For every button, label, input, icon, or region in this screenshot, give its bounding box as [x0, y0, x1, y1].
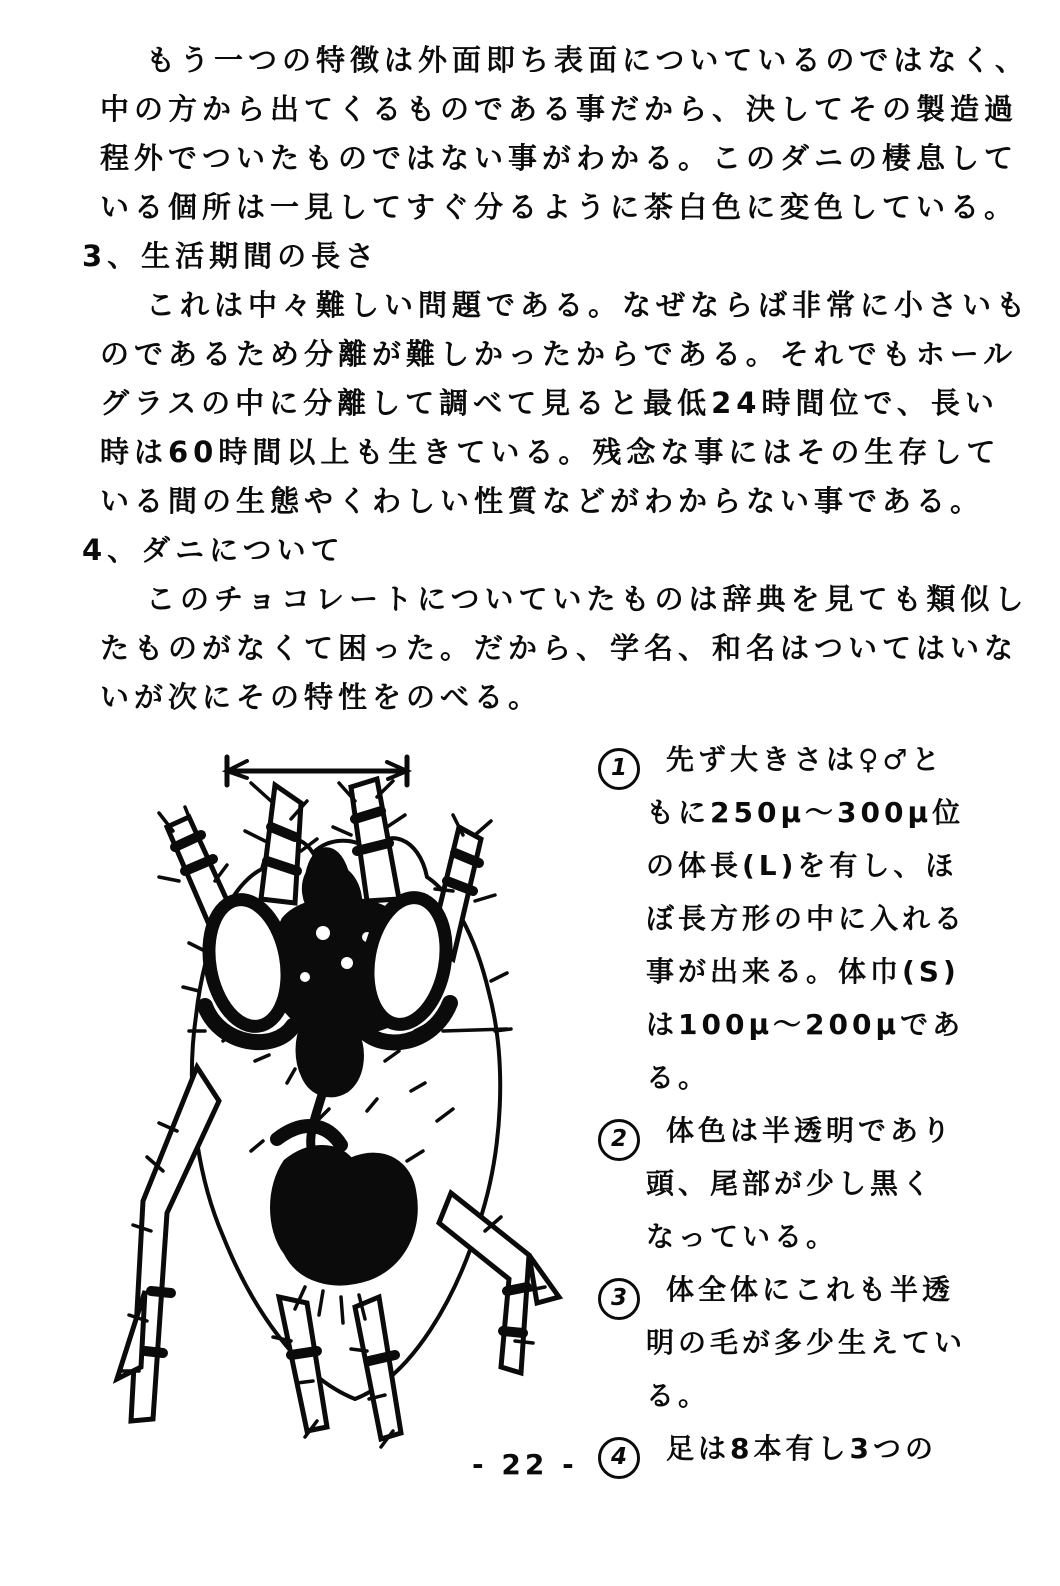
observation-item — [598, 733, 1050, 1104]
text-line: 中の方から出てくるものである事だから、決してその製造過 — [100, 92, 1019, 126]
observation-text: 事が出来る。体巾(S) — [646, 955, 960, 988]
observation-text: 先ず大きさは♀♂と — [666, 743, 944, 776]
observation-text: 体全体にこれも半透 — [666, 1273, 955, 1306]
text-line: 時は60時間以上も生きている。残念な事にはその生存して — [100, 435, 1001, 469]
section-4-heading: 4、ダニについて — [82, 533, 345, 567]
text-line: たものがなくて困った。だから、学名、和名はついてはいな — [100, 631, 1019, 665]
main-text-block — [82, 36, 1031, 722]
section-3-heading: 3、生活期間の長さ — [82, 239, 380, 273]
text-line: 程外でついたものではない事がわかる。このダニの棲息して — [100, 141, 1019, 175]
text-line: いる個所は一見してすぐ分るように茶白色に変色している。 — [100, 190, 1019, 224]
observation-text: る。 — [646, 1379, 711, 1412]
mite-figure — [55, 731, 610, 1468]
observation-text: 頭、尾部が少し黒く — [646, 1167, 935, 1200]
page-number: - 22 - — [472, 1448, 578, 1481]
circled-number: 3 — [598, 1278, 640, 1320]
observation-item — [598, 1422, 1050, 1475]
observation-first-line — [598, 733, 1050, 786]
text-line: グラスの中に分離して調べて見ると最低24時間位で、長い — [100, 386, 999, 420]
mite-illustration — [55, 731, 610, 1468]
circled-number: 4 — [598, 1437, 640, 1479]
observation-text: もに250μ〜300μ位 — [646, 796, 965, 829]
observation-text: 足は8本有し3つの — [666, 1432, 937, 1465]
observation-text: は100μ〜200μであ — [646, 1008, 965, 1041]
observation-text: る。 — [646, 1061, 711, 1094]
observation-text: 体色は半透明であり — [666, 1114, 955, 1147]
text-line: いる間の生態やくわしい性質などがわからない事である。 — [100, 484, 985, 518]
observation-text: の体長(L)を有し、ほ — [646, 849, 958, 882]
circled-number: 2 — [598, 1119, 640, 1161]
circled-number: 1 — [598, 748, 640, 790]
observation-first-line — [598, 1104, 1050, 1157]
scale-bar — [227, 757, 407, 785]
observation-item — [598, 1104, 1050, 1263]
text-line: このチョコレートについていたものは辞典を見ても類似し — [146, 582, 1029, 616]
observation-first-line — [598, 1263, 1050, 1316]
observations-column — [598, 733, 1050, 1475]
observation-item — [598, 1263, 1050, 1422]
observation-text: なっている。 — [646, 1220, 839, 1253]
text-line: これは中々難しい問題である。なぜならば非常に小さいも — [146, 288, 1031, 322]
text-line: のであるため分離が難しかったからである。それでもホール — [100, 337, 1018, 371]
observation-text: 明の毛が多少生えてい — [646, 1326, 967, 1359]
observation-text: ぼ長方形の中に入れる — [646, 902, 967, 935]
text-line: もう一つの特徴は外面即ち表面についているのではなく、 — [146, 43, 1029, 77]
text-line: いが次にその特性をのべる。 — [100, 680, 543, 714]
observation-first-line — [598, 1422, 1050, 1475]
